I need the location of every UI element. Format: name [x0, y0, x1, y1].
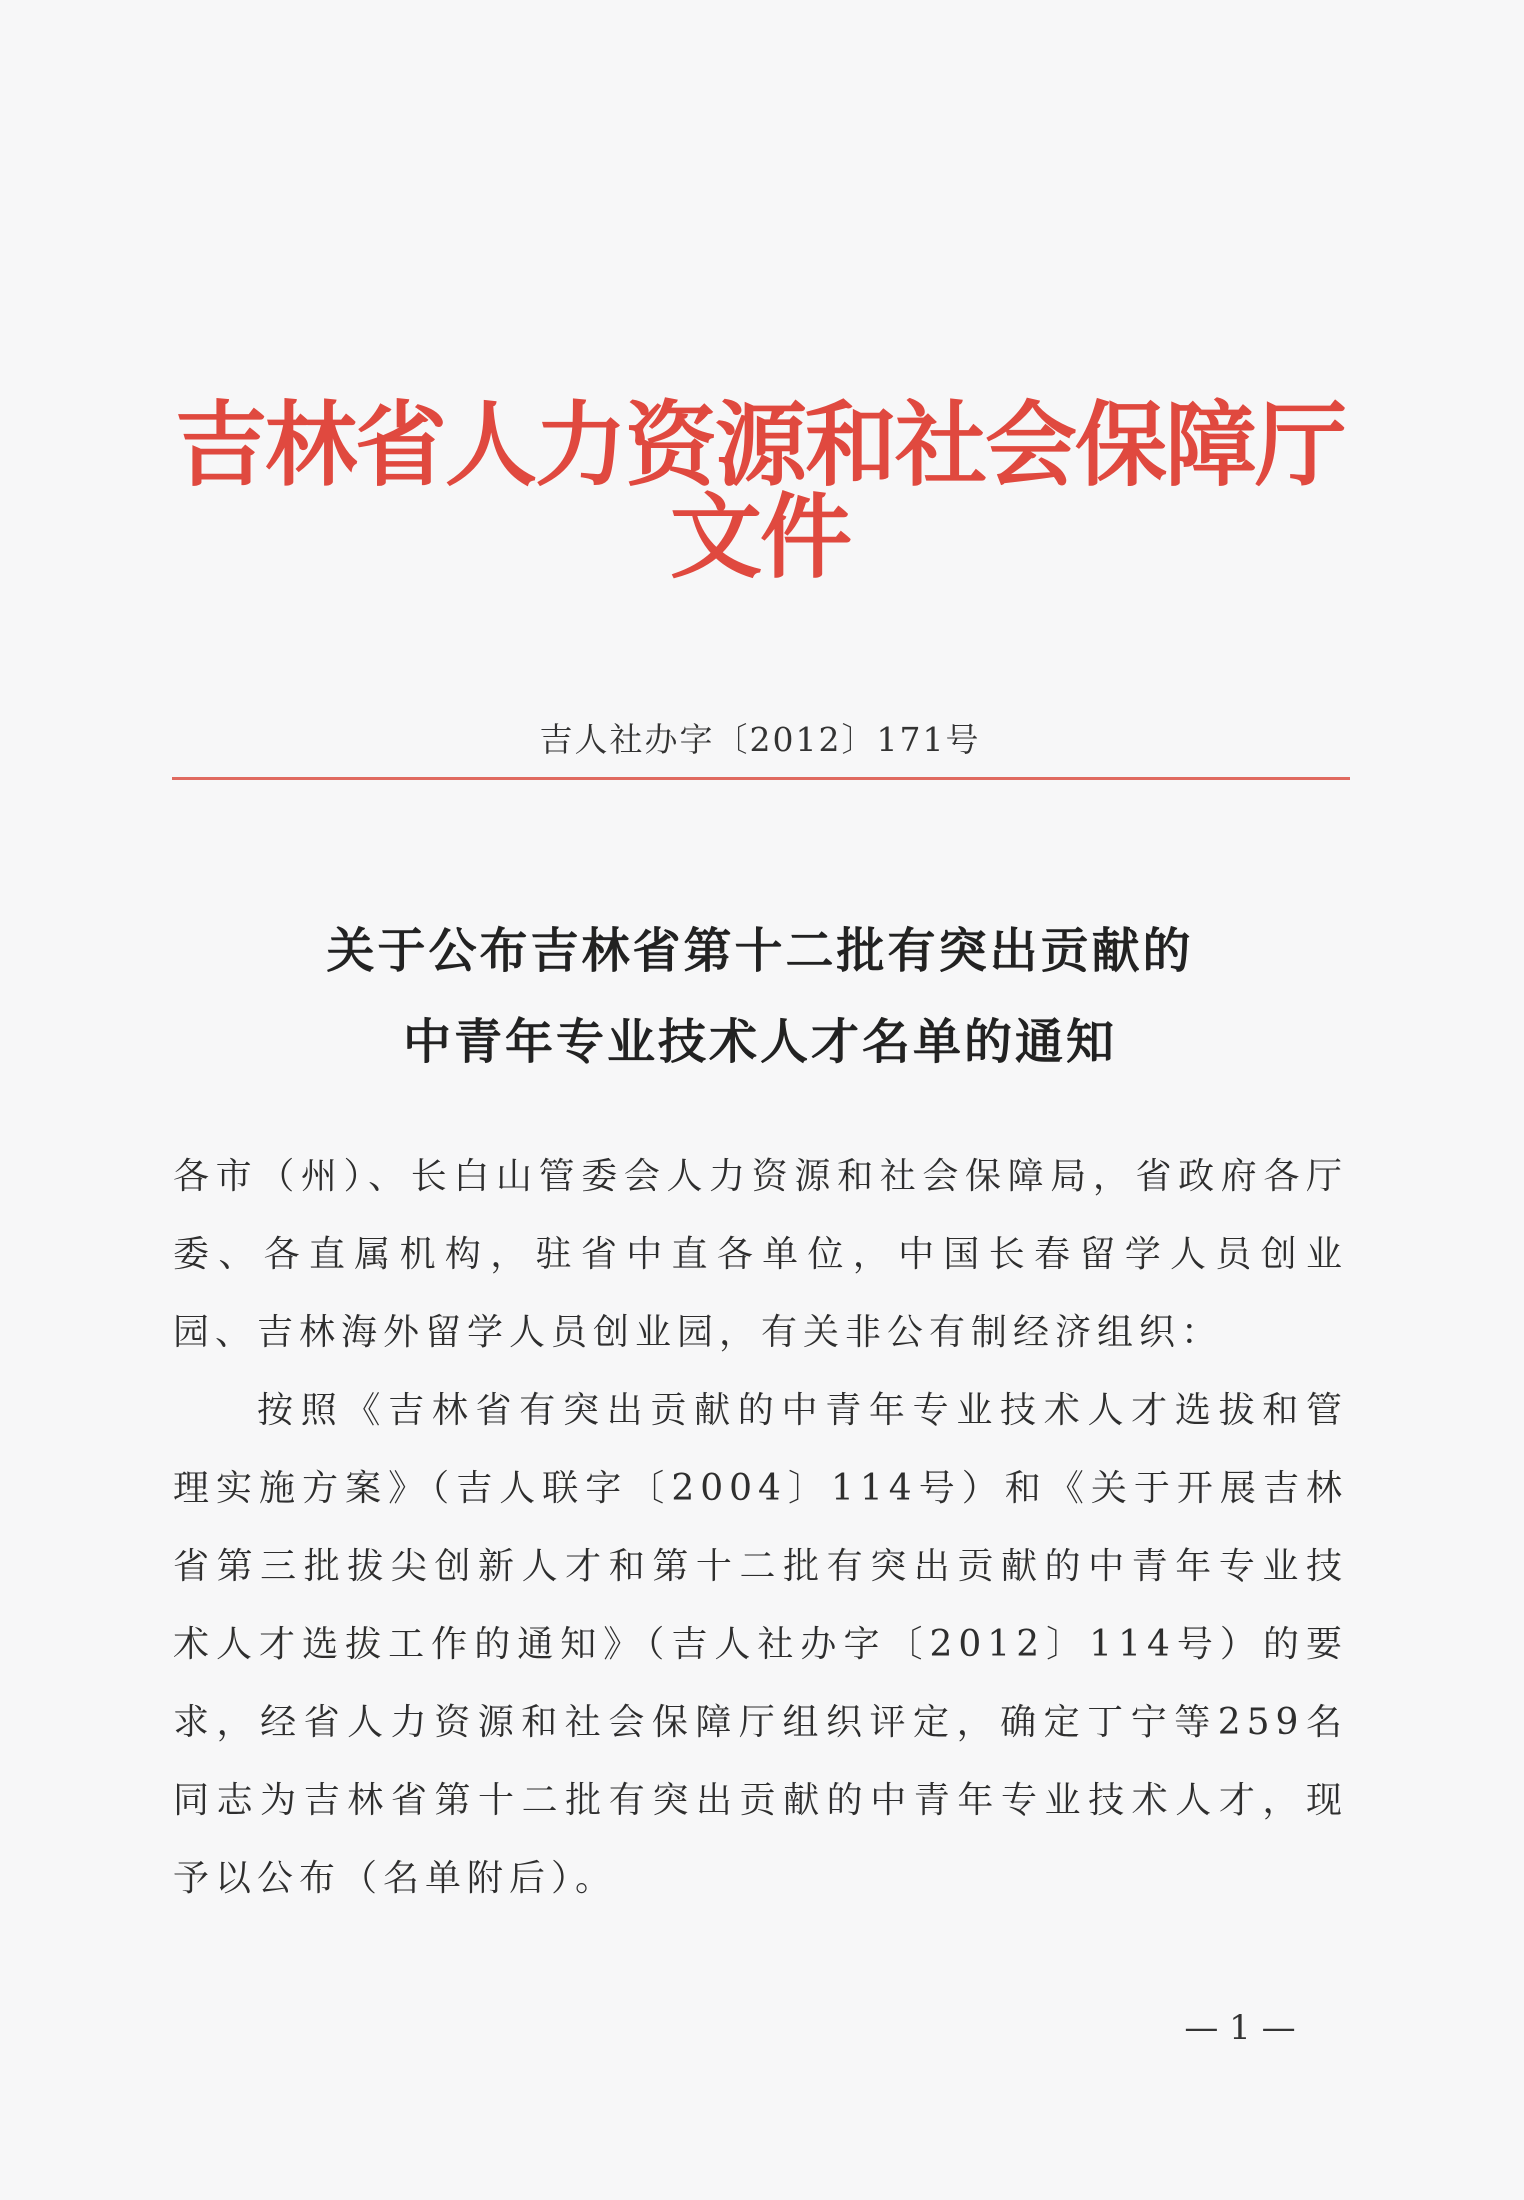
issuing-authority-title: 吉林省人力资源和社会保障厅文件: [174, 392, 1345, 591]
notice-title-line-2: 中青年专业技术人才名单的通知: [402, 1014, 1117, 1070]
body-paragraph-1: 按照《吉林省有突出贡献的中青年专业技术人才选拔和管理实施方案》（吉人联字〔2004〕114号）和《关于开展吉林省第三批拔尖创新人才和第十二批有突出贡献的中青年专业技术人才选拔工作的通知》（吉人社办字〔2012〕114号）的要求，经省人力资源和社会保障厅组织评定，确定丁宁等259名同志为吉林省第十二批有突出贡献的中青年专业技术人才，现予以公布（名单附后）。: [173, 1390, 1348, 1899]
document-number: 吉人社办字〔2012〕171号: [539, 720, 981, 759]
addressees-paragraph: 各市（州）、长白山管委会人力资源和社会保障局，省政府各厅委、各直属机构，驻省中直各单位，中国长春留学人员创业园、吉林海外留学人员创业园，有关非公有制经济组织：: [173, 1156, 1348, 1353]
notice-body: [173, 1138, 1348, 1918]
page-number: — 1 —: [1184, 2008, 1296, 2048]
red-divider-line: [172, 777, 1350, 780]
notice-title-line-1: 关于公布吉林省第十二批有突出贡献的: [326, 923, 1194, 979]
